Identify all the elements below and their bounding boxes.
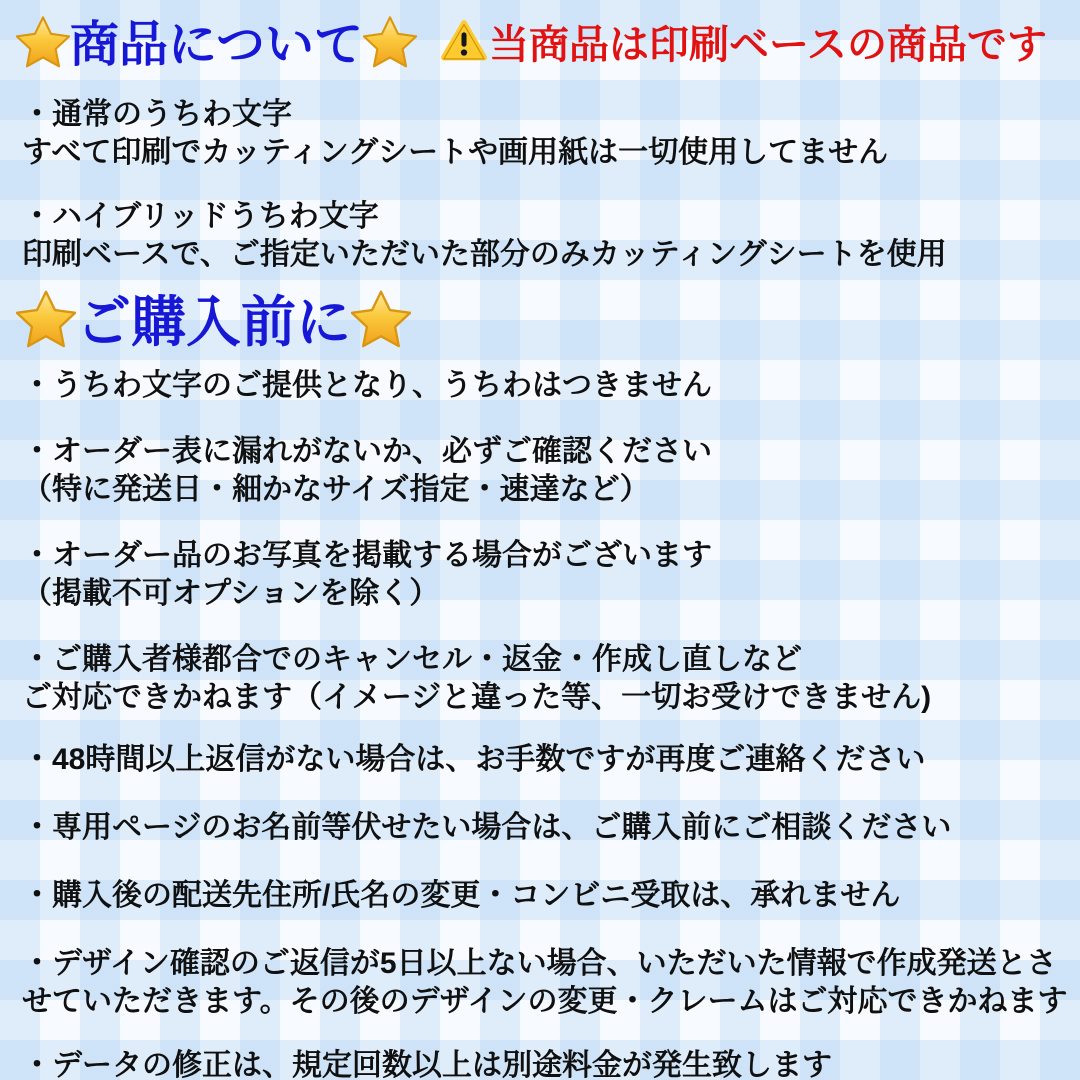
- note-line: ・ご購入者様都合でのキャンセル・返金・作成し直しなど: [22, 643, 802, 676]
- note-no-address-change: [22, 877, 1070, 915]
- about-section: [16, 96, 1070, 274]
- about-item-hybrid-uchiwa: [22, 198, 1070, 274]
- star-icon: [16, 288, 76, 348]
- note-line: ・デザイン確認のご返信が5日以上ない場合、いただいた情報で作成発送とさ: [22, 947, 1057, 980]
- header: [16, 6, 1070, 76]
- star-icon: [16, 14, 70, 68]
- note-line: （特に発送日・細かなサイズ指定・速達など）: [22, 473, 650, 506]
- note-line: ・オーダー品のお写真を掲載する場合がございます: [22, 539, 712, 572]
- purchase-heading: [16, 278, 1070, 357]
- warning-text: 当商品は印刷ベースの商品です: [489, 22, 1048, 67]
- star-icon: [363, 14, 417, 68]
- star-icon: [351, 288, 411, 348]
- note-line: ・専用ページのお名前等伏せたい場合は、ご購入前にご相談ください: [22, 811, 952, 844]
- note-no-cancel-refund: [22, 641, 1070, 717]
- purchase-heading-text: ご購入前に: [76, 291, 352, 353]
- purchase-notes-section: [16, 367, 1070, 1080]
- note-line: ・データの修正は、規定回数以上は別途料金が発生致します: [22, 1049, 832, 1080]
- about-line: ・ハイブリッドうちわ文字: [22, 200, 379, 233]
- note-line: ・うちわ文字のご提供となり、うちわはつきません: [22, 369, 712, 402]
- note-design-confirm-5days: [22, 945, 1070, 1021]
- about-item-normal-uchiwa: [22, 96, 1070, 172]
- about-line: ・通常のうちわ文字: [22, 98, 292, 131]
- note-photos-may-be-posted: [22, 537, 1070, 613]
- note-line: ・オーダー表に漏れがないか、必ずご確認ください: [22, 435, 712, 468]
- page-title-text: 商品について: [70, 18, 364, 72]
- note-no-fan-included: [22, 367, 1070, 405]
- about-line: すべて印刷でカッティングシートや画用紙は一切使用してません: [22, 136, 889, 169]
- note-line: ご対応できかねます（イメージと違った等、一切お受けできません): [22, 681, 932, 714]
- note-line: ・購入後の配送先住所/氏名の変更・コンビニ受取は、承れません: [22, 879, 901, 912]
- note-line: せていただきます。その後のデザインの変更・クレームはご対応できかねます: [22, 985, 1068, 1018]
- warning-icon: [441, 18, 487, 64]
- page-title: [16, 6, 417, 76]
- about-line: 印刷ベースで、ご指定いただいた部分のみカッティングシートを使用: [22, 238, 947, 271]
- note-data-revision-fee: [22, 1047, 1070, 1080]
- note-check-order-sheet: [22, 433, 1070, 509]
- note-line: ・48時間以上返信がない場合は、お手数ですが再度ご連絡ください: [22, 743, 926, 776]
- note-hide-name-consult: [22, 809, 1070, 847]
- note-48h-reply: [22, 741, 1070, 779]
- warning-banner: [441, 13, 1047, 70]
- note-line: （掲載不可オプションを除く）: [22, 577, 440, 610]
